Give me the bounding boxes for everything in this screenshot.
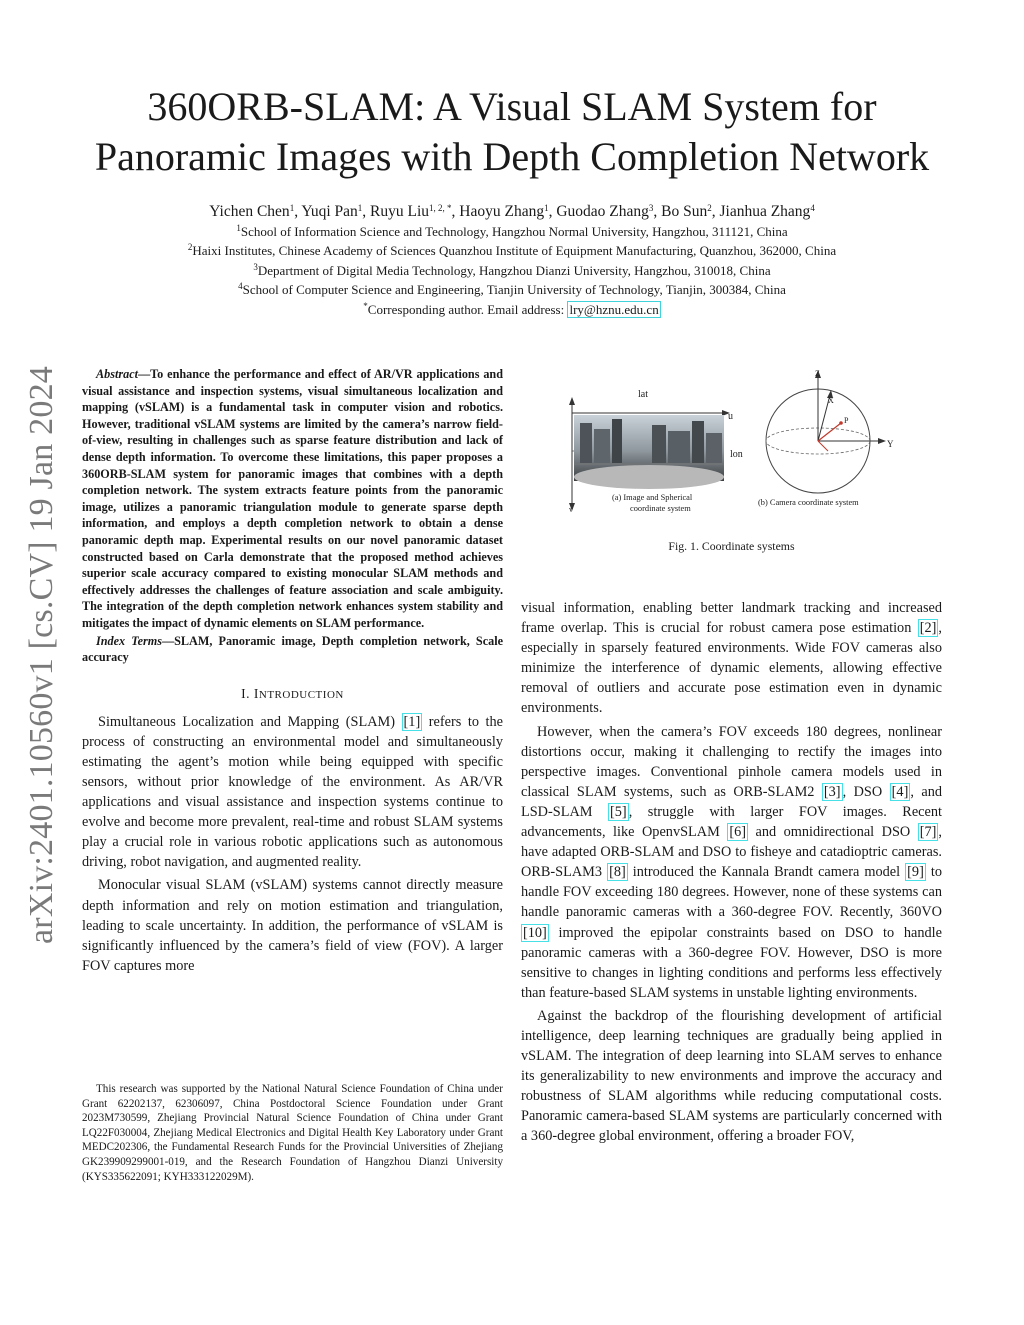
- building: [652, 425, 666, 463]
- left-column: [82, 366, 503, 976]
- abstract-label: Abstract: [96, 367, 138, 381]
- affiliation-list: [60, 222, 964, 319]
- building: [668, 431, 690, 463]
- citation-link[interactable]: [8]: [609, 864, 626, 881]
- funding-footnote: This research was supported by the National Natural Science Foundation of China under Grant 62202137, 62306097, China Postdoctoral Science Foundation under Grant 2023M730599, Zhejiang Provincial Natural Science Foundation of China under Grant LQ22F030004, Zhejiang Medical Electronics and Digital Health Key Laboratory under Grant MEDC202306, the Fundamental Research Funds for the Provincial Universities of Zhejiang GK239909299001-019, and the Research Foundation of Hangzhou Dianzi University (KYS335622091; KYH333122029M).: [82, 1083, 503, 1183]
- body-paragraph: Monocular visual SLAM (vSLAM) systems cannot directly measure depth information and rely on motion estimation and triangulation, leading to scale uncertainty. In addition, the performance of vSLAM is significantly influenced by the camera’s field of view (FOV). A larger FOV captures more: [82, 877, 503, 974]
- building: [692, 421, 704, 463]
- author-name: Yuqi Pan: [301, 203, 358, 220]
- p-label: P: [844, 416, 849, 425]
- author-name: Bo Sun: [661, 203, 708, 220]
- section-heading-introduction: I. INTRODUCTION: [241, 685, 344, 701]
- lon-label: lon: [730, 449, 743, 460]
- author-name: Jianhua Zhang: [719, 203, 811, 220]
- author-affiliation-marker: 1: [357, 203, 363, 213]
- figure-1: [560, 365, 906, 525]
- z-label: Z: [815, 369, 820, 378]
- citation-link[interactable]: [2]: [919, 620, 937, 637]
- body-paragraph: However, when the camera’s FOV exceeds 180 degrees, nonlinear distortions occur, making it challenging to rectify the images into perspective images. Conventional pinhole camera models used in classical SLAM systems, such as ORB-SLAM2 [3] , DSO [4] , and LSD-SLAM [5] , struggle with larger FOV images. Recent advancements, like OpenvSLAM [6] and omnidirectional DSO [7] , have adapted ORB-SLAM and DSO to fisheye and catadioptric cameras. ORB-SLAM3 [8] introduced the Kannala Brandt camera model [9] to handle FOV exceeding 180 degrees. However, none of these systems can handle panoramic cameras with a 360-degree FOV. Recently, 360VO [10] improved the epipolar constraints based on DSO to handle panoramic cameras with a 360-degree FOV. However, DSO is more sensitive to changes in lighting conditions and performs less effectively than feature-based SLAM systems in unstable lighting environments.: [521, 723, 943, 1001]
- figure-1-graphic: [560, 365, 906, 525]
- y-label: Y: [887, 439, 894, 449]
- lat-arrow-icon: [569, 397, 575, 405]
- body-paragraph: visual information, enabling better landmark tracking and increased frame overlap. This is crucial for robust camera pose estimation [2] , especially in sparsely featured environments. Wide FOV cameras also minimize the interference of dynamic elements, allowing effective removal of outliers and accurate pose estimation even in dynamic environments.: [521, 600, 942, 717]
- point-p: [839, 421, 843, 425]
- author-list: Yichen Chen$^1$, Yuqi Pan$^1$, Ruyu Liu$^{1, 2, *}$, Haoyu Zhang$^1$, Guodao Zhang$^3$, Bo Sun$^2$, Jianhua Zhang$^4$: [209, 203, 815, 220]
- author-name: Ruyu Liu: [370, 203, 430, 220]
- horizon: [574, 463, 724, 465]
- x-label: X: [828, 396, 834, 405]
- abstract-text: To enhance the performance and effect of AR/VR applications and visual assistance and inspection systems, visual simultaneous localization and mapping (vSLAM) is a fundamental task in computer vision and robotics. However, traditional vSLAM systems are limited by the camera’s narrow field-of-view, resulting in challenges such as sparse feature distribution and lack of dense depth information. To overcome these limitations, this paper proposes a 360ORB-SLAM system for panoramic images that combines with a depth completion network. The system extracts feature points from the panoramic image, utilizes a panoramic triangulation module to generate sparse depth information, and employs a depth completion network to obtain a dense panoramic depth map. Experimental results on our novel panoramic dataset constructed based on Carla demonstrate that the proposed method achieves superior scale accuracy compared to existing monocular SLAM methods and effectively addresses the challenges of feature association and scale ambiguity. The integration of the depth completion network enhances system stability and mitigates the impact of dynamic elements on SLAM performance.: [82, 367, 503, 630]
- affiliation-2: $^2$Haixi Institutes, Chinese Academy of Sciences Quanzhou Institute of Equipment Manufacturing, Quanzhou, 362000, China: [187, 242, 837, 259]
- lat-label: lat: [638, 389, 648, 400]
- building: [706, 433, 722, 463]
- point-vector: [818, 423, 841, 441]
- paper-title: [60, 82, 964, 182]
- author-name: Yichen Chen: [209, 203, 290, 220]
- subcaption-a-line2: coordinate system: [630, 504, 691, 513]
- title-line-2: Panoramic Images with Depth Completion Network: [94, 134, 930, 179]
- abstract: Abstract—To enhance the performance and effect of AR/VR applications and visual assistance and inspection systems, visual simultaneous localization and mapping (vSLAM) is a fundamental task in computer vision and robotics. However, traditional vSLAM systems are limited by the camera’s narrow field-of-view, resulting in challenges such as sparse feature distribution and lack of dense depth information. To overcome these limitations, this paper proposes a 360ORB-SLAM system for panoramic images that combines with a depth completion network. The system extracts feature points from the panoramic image, utilizes a panoramic triangulation module to generate sparse depth information, and employs a depth completion network to obtain a dense panoramic depth map. Experimental results on our novel panoramic dataset constructed based on Carla demonstrate that the proposed method achieves superior scale accuracy compared to existing monocular SLAM methods and effectively addresses the challenges of feature association and scale ambiguity. The integration of the depth completion network enhances system stability and mitigates the impact of dynamic elements on SLAM performance.: [82, 367, 503, 630]
- author-affiliation-marker: 1: [289, 203, 295, 213]
- citation-link[interactable]: [6]: [729, 824, 746, 841]
- index-terms-text: SLAM, Panoramic image, Depth completion network, Scale accuracy: [82, 633, 503, 665]
- lon-vector: [818, 441, 828, 451]
- left-body-text: [82, 712, 503, 976]
- u-label: u: [728, 411, 733, 422]
- affiliation-3: $^3$Department of Digital Media Technology, Hangzhou Dianzi University, Hangzhou, 310018, China: [253, 261, 771, 278]
- affiliation-4: $^4$School of Computer Science and Engineering, Tianjin University of Technology, Tianjin, 300384, China: [238, 281, 786, 298]
- v-label: v: [569, 505, 573, 514]
- building: [612, 419, 622, 463]
- title-line-1: 360ORB-SLAM: A Visual SLAM System for: [147, 84, 877, 129]
- citation-link[interactable]: [5]: [610, 803, 627, 820]
- citation-link[interactable]: [10]: [523, 924, 547, 941]
- affiliation-1: $^1$School of Information Science and Technology, Hangzhou Normal University, Hangzhou, 311121, China: [236, 223, 788, 239]
- email-link[interactable]: lry@hznu.edu.cn: [569, 301, 659, 317]
- corresponding-author: *Corresponding author. Email address: lry@hznu.edu.cn: [363, 300, 659, 317]
- index-terms-label: Index Terms: [96, 633, 162, 648]
- citation-link[interactable]: [4]: [891, 783, 909, 800]
- body-paragraph: Simultaneous Localization and Mapping (SLAM) [1] refers to the process of constructing an environmental model and simultaneously estimating the agent’s motion while being equipped with specific sensors, without prior knowledge of the environment. As AR/VR applications and visual assistance and inspection systems continue to evolve and become more prevalent, real-time and robust SLAM systems play a crucial role in various robotic applications such as autonomous driving, robot navigation, and augmented reality.: [82, 713, 503, 871]
- right-column: [521, 598, 942, 1147]
- subcaption-b: (b) Camera coordinate system: [758, 498, 859, 507]
- author-affiliation-marker: 1, 2, *: [429, 203, 452, 213]
- citation-link[interactable]: [9]: [907, 864, 924, 881]
- author-affiliation-marker: 1: [544, 203, 549, 213]
- body-paragraph: Against the backdrop of the flourishing development of artificial intelligence, deep learning techniques are gradually being applied in vSLAM. The integration of deep learning into SLAM serves to enhance its generalizability to new environments and improve the accuracy and robustness of SLAM algorithms while reducing computational costs. Panoramic camera-based SLAM systems are particularly concerned with a 360-degree global environment, offering a broader FOV,: [521, 1007, 942, 1145]
- road: [574, 465, 724, 489]
- y-arrow-icon: [878, 438, 886, 444]
- building: [580, 423, 592, 463]
- author-affiliation-marker: 2: [707, 203, 712, 213]
- citation-link[interactable]: [7]: [919, 824, 937, 841]
- index-terms: Index Terms—SLAM, Panoramic image, Depth completion network, Scale accuracy: [82, 633, 503, 665]
- author-name: Haoyu Zhang: [459, 203, 545, 220]
- figure-1-caption: Fig. 1. Coordinate systems: [668, 539, 795, 553]
- author-affiliation-marker: 3: [648, 203, 654, 213]
- subcaption-a-line1: (a) Image and Spherical: [612, 493, 693, 502]
- author-affiliation-marker: 4: [810, 203, 815, 213]
- citation-link[interactable]: [3]: [823, 783, 841, 800]
- building: [594, 429, 610, 463]
- author-name: Guodao Zhang: [556, 203, 649, 220]
- citation-link[interactable]: [1]: [403, 713, 421, 730]
- arxiv-identifier: arXiv:2401.10560v1 [cs.CV] 19 Jan 2024: [23, 366, 60, 944]
